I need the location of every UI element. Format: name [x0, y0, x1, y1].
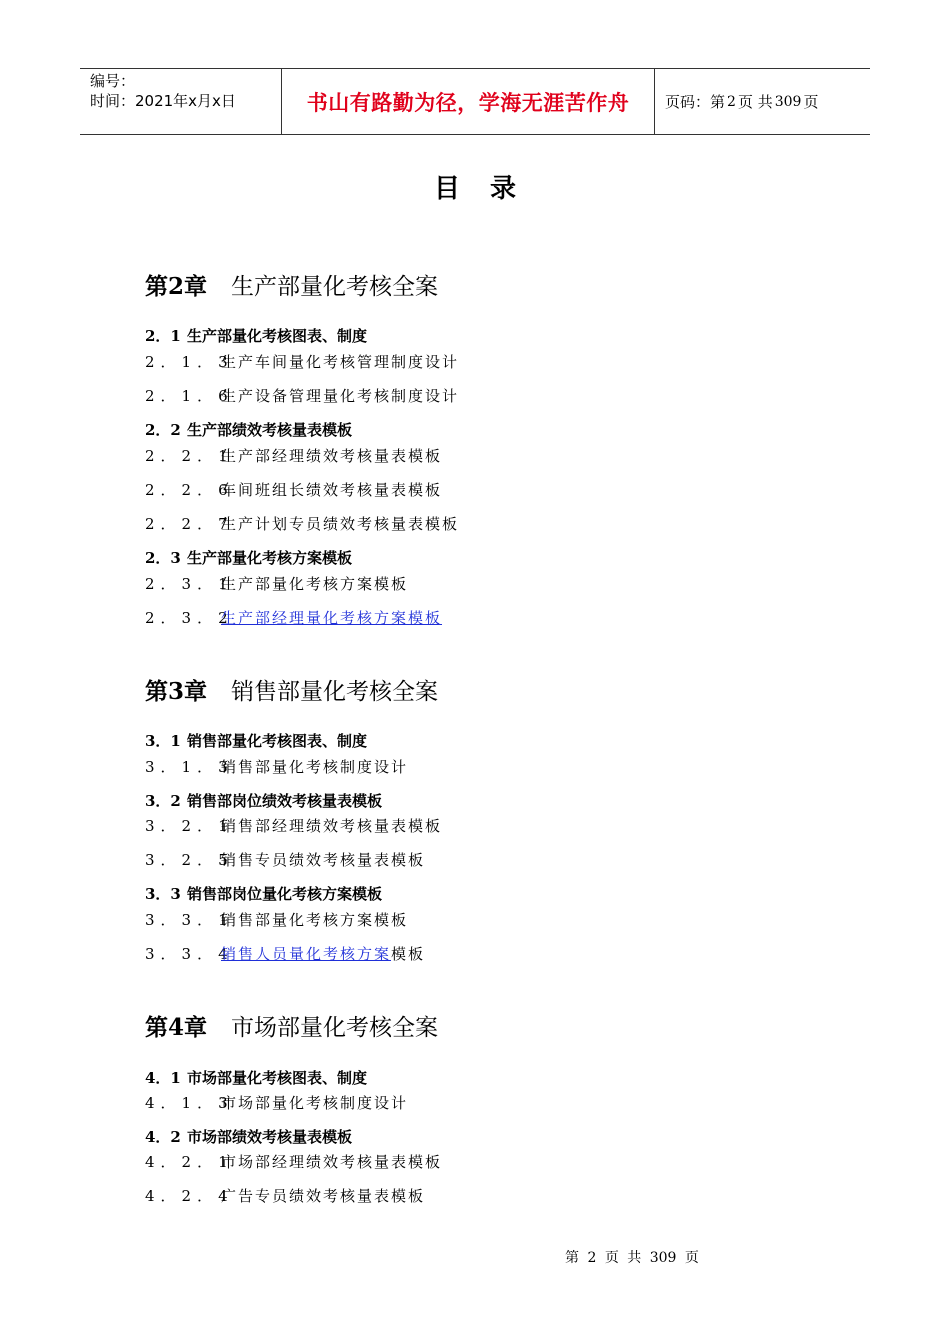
item-number: 2．1．3	[145, 353, 234, 371]
page-mid: 页 共	[737, 93, 773, 111]
section-heading[interactable]	[145, 790, 382, 811]
chapter-number: 第4章	[145, 1014, 208, 1041]
section-heading[interactable]	[145, 1126, 352, 1147]
section-heading[interactable]	[145, 1067, 367, 1088]
item-title: 生产部经理绩效考核量表模板	[221, 447, 443, 465]
chapter-heading[interactable]	[145, 673, 438, 706]
footer-prefix: 第	[565, 1250, 579, 1266]
item-number: 3．3．1	[145, 911, 234, 929]
footer-suffix: 页	[684, 1250, 699, 1266]
section-number: 3．2	[145, 792, 181, 810]
item-title: 车间班组长绩效考核量表模板	[221, 481, 443, 499]
item-title: 生产计划专员绩效考核量表模板	[221, 515, 460, 533]
section-heading[interactable]	[145, 419, 352, 440]
toc-item[interactable]	[145, 607, 442, 628]
section-title: 销售部岗位绩效考核量表模板	[187, 792, 383, 810]
item-number: 2．2．1	[145, 447, 234, 465]
section-heading[interactable]	[145, 325, 367, 346]
page-footer	[565, 1247, 699, 1267]
item-title: 生产部量化考核方案模板	[221, 575, 409, 593]
item-title: 销售专员绩效考核量表模板	[221, 851, 426, 869]
item-number: 4．1．3	[145, 1094, 234, 1112]
chapter-heading[interactable]	[145, 268, 438, 301]
toc-item[interactable]	[145, 815, 442, 836]
section-heading[interactable]	[145, 547, 352, 568]
section-number: 2．2	[145, 421, 181, 439]
item-number: 2．2．7	[145, 515, 234, 533]
footer-current: 2	[587, 1250, 597, 1266]
section-title: 市场部绩效考核量表模板	[187, 1128, 353, 1146]
item-title: 销售部量化考核制度设计	[221, 758, 409, 776]
page-current: 2	[727, 93, 736, 110]
toc-item[interactable]	[145, 909, 408, 930]
toc-item[interactable]	[145, 756, 408, 777]
section-number: 3．3	[145, 885, 181, 903]
toc-item[interactable]	[145, 849, 425, 870]
document-title: 目录	[433, 174, 546, 204]
toc-item[interactable]	[145, 1185, 425, 1206]
section-title: 销售部岗位量化考核方案模板	[187, 885, 383, 903]
item-link[interactable]: 销售人员量化考核方案	[221, 945, 392, 963]
header-page-info	[655, 69, 870, 134]
section-title: 市场部量化考核图表、制度	[187, 1069, 368, 1087]
item-title-rest: 模板	[391, 945, 426, 963]
item-title: 生产设备管理量化考核制度设计	[221, 387, 460, 405]
item-title: 市场部经理绩效考核量表模板	[221, 1153, 443, 1171]
item-title: 销售部经理绩效考核量表模板	[221, 817, 443, 835]
item-number: 2．3．2	[145, 609, 234, 627]
page-suffix: 页	[803, 93, 819, 111]
chapter-heading[interactable]	[145, 1009, 438, 1042]
page-total: 309	[774, 93, 802, 110]
page-header	[80, 68, 870, 135]
toc-item[interactable]	[145, 445, 442, 466]
item-title: 生产车间量化考核管理制度设计	[221, 353, 460, 371]
item-number: 3．2．5	[145, 851, 234, 869]
time-label: 时间：2021年x月x日	[90, 92, 236, 110]
toc-item[interactable]	[145, 513, 459, 534]
header-motto: 书山有路勤为径，学海无涯苦作舟	[281, 69, 655, 134]
chapter-title: 销售部量化考核全案	[231, 679, 439, 705]
section-number: 4．2	[145, 1128, 181, 1146]
item-link[interactable]: 生产部经理量化考核方案模板	[221, 609, 443, 627]
toc-item[interactable]	[145, 385, 459, 406]
item-title: 市场部量化考核制度设计	[221, 1094, 409, 1112]
toc-item[interactable]	[145, 573, 408, 594]
item-number: 2．1．6	[145, 387, 234, 405]
chapter-title: 市场部量化考核全案	[231, 1015, 439, 1041]
section-number: 2．1	[145, 327, 181, 345]
section-number: 3．1	[145, 732, 181, 750]
chapter-title: 生产部量化考核全案	[231, 274, 439, 300]
toc-item[interactable]	[145, 351, 459, 372]
section-title: 生产部量化考核图表、制度	[187, 327, 368, 345]
toc-item[interactable]	[145, 479, 442, 500]
page-prefix: 页码：第	[665, 93, 726, 111]
item-number: 3．1．3	[145, 758, 234, 776]
code-label: 编号：	[90, 72, 136, 90]
item-number: 3．3．4	[145, 945, 234, 963]
section-heading[interactable]	[145, 730, 367, 751]
section-title: 销售部量化考核图表、制度	[187, 732, 368, 750]
toc-item[interactable]	[145, 1092, 408, 1113]
toc-item[interactable]	[145, 943, 425, 964]
item-number: 4．2．4	[145, 1187, 234, 1205]
section-number: 4．1	[145, 1069, 181, 1087]
item-title: 销售部量化考核方案模板	[221, 911, 409, 929]
chapter-number: 第3章	[145, 678, 208, 705]
section-title: 生产部量化考核方案模板	[187, 549, 353, 567]
toc-item[interactable]	[145, 1151, 442, 1172]
item-number: 4．2．1	[145, 1153, 234, 1171]
section-heading[interactable]	[145, 883, 382, 904]
header-meta	[80, 69, 281, 134]
footer-mid: 页 共	[604, 1250, 642, 1266]
item-number: 2．2．6	[145, 481, 234, 499]
section-title: 生产部绩效考核量表模板	[187, 421, 353, 439]
chapter-number: 第2章	[145, 273, 208, 300]
footer-total: 309	[649, 1250, 677, 1266]
item-number: 2．3．1	[145, 575, 234, 593]
section-number: 2．3	[145, 549, 181, 567]
item-title: 广告专员绩效考核量表模板	[221, 1187, 426, 1205]
item-number: 3．2．1	[145, 817, 234, 835]
